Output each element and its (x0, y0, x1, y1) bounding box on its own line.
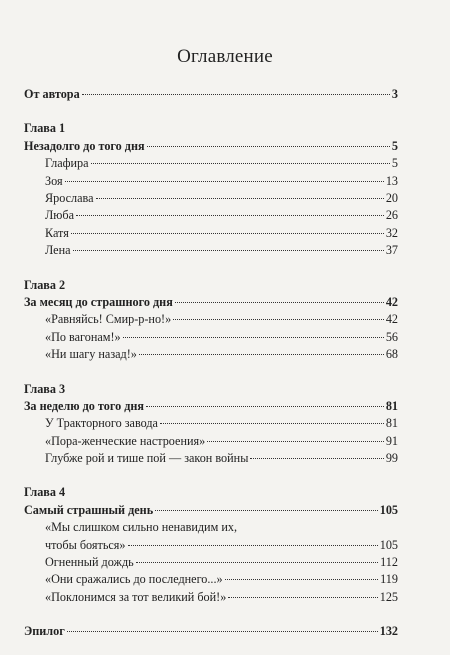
entry-label: Лена (45, 243, 71, 258)
dot-leader (225, 579, 379, 580)
entry-page: 42 (385, 294, 398, 309)
entry-label: «По вагонам!» (45, 329, 121, 344)
entry-label: «Пора-женческие настроения» (45, 433, 206, 448)
entry-page: 105 (379, 502, 398, 517)
entry-page: 3 (391, 87, 398, 101)
toc-entry[interactable] (24, 190, 398, 207)
chapter-heading-4: Глава 4 (24, 485, 66, 500)
dot-leader (91, 163, 390, 164)
toc-entry[interactable] (24, 433, 398, 450)
dot-leader (73, 250, 384, 251)
entry-label: Эпилог (24, 624, 65, 639)
toc-entry[interactable] (24, 346, 398, 363)
toc-entry[interactable] (24, 589, 398, 606)
dot-leader (160, 423, 384, 424)
entry-label: «Поклонимся за тот великий бой!» (45, 589, 227, 604)
toc-entry[interactable] (24, 311, 398, 328)
toc-entry[interactable] (24, 207, 398, 224)
entry-label: Катя (45, 225, 69, 240)
entry-page: 119 (380, 572, 398, 587)
entry-label: За неделю до того дня (24, 398, 144, 413)
entry-page: 68 (385, 347, 398, 362)
entry-page: 20 (385, 190, 398, 205)
dot-leader (207, 441, 384, 442)
entry-label-line1: «Мы слишком сильно ненавидим их, (45, 520, 238, 535)
entry-label: За месяц до страшного дня (24, 294, 173, 309)
entry-label: От автора (24, 87, 80, 101)
dot-leader (71, 233, 384, 234)
entry-page: 99 (385, 451, 398, 466)
toc-entry[interactable] (24, 329, 398, 346)
entry-page: 32 (385, 225, 398, 240)
chapter-title-3[interactable] (24, 398, 398, 415)
toc-entry[interactable] (24, 225, 398, 242)
entry-label: «Они сражались до последнего...» (45, 572, 223, 587)
entry-label: «Ни шагу назад!» (45, 347, 137, 362)
dot-leader (96, 198, 384, 199)
entry-label-line2: чтобы бояться» (45, 537, 126, 552)
entry-label: Глубже рой и тише пой — закон войны (45, 451, 249, 466)
entry-page: 81 (385, 416, 398, 431)
entry-label: «Равняйсь! Смир-р-но!» (45, 312, 172, 327)
entry-page: 42 (385, 312, 398, 327)
entry-page: 112 (380, 555, 398, 570)
dot-leader (76, 215, 384, 216)
dot-leader (128, 545, 378, 546)
entry-page: 13 (385, 173, 398, 188)
chapter-title-1[interactable] (24, 138, 398, 155)
toc-entry-author[interactable] (24, 86, 398, 103)
dot-leader (146, 406, 384, 407)
toc-entry[interactable] (24, 571, 398, 588)
entry-label: Незадолго до того дня (24, 138, 145, 153)
dot-leader (250, 458, 383, 459)
toc-entry[interactable] (24, 415, 398, 432)
entry-page: 37 (385, 243, 398, 258)
chapter-heading-1: Глава 1 (24, 121, 66, 136)
entry-label: Зоя (45, 173, 63, 188)
chapter-heading-2: Глава 2 (24, 277, 66, 292)
toc-entry[interactable] (24, 155, 398, 172)
dot-leader (147, 146, 390, 147)
entry-label: Глафира (45, 156, 89, 171)
dot-leader (136, 562, 378, 563)
dot-leader (139, 354, 384, 355)
toc-entry[interactable] (24, 173, 398, 190)
dot-leader (123, 337, 384, 338)
dot-leader (155, 510, 378, 511)
entry-page: 132 (379, 624, 398, 639)
dot-leader (175, 302, 384, 303)
toc-title: Оглавление (177, 46, 273, 67)
entry-page: 125 (379, 589, 398, 604)
dot-leader (173, 319, 384, 320)
entry-label: Огненный дождь (45, 555, 134, 570)
entry-page: 5 (391, 138, 398, 153)
chapter-title-2[interactable] (24, 294, 398, 311)
toc-entry-epilogue[interactable] (24, 623, 398, 640)
dot-leader (65, 181, 384, 182)
entry-page: 91 (385, 433, 398, 448)
toc-entry[interactable] (24, 554, 398, 571)
entry-page: 105 (379, 537, 398, 552)
dot-leader (82, 94, 390, 95)
entry-page: 81 (385, 398, 398, 413)
chapter-title-4[interactable] (24, 502, 398, 519)
entry-page: 26 (385, 208, 398, 223)
entry-label: Самый страшный день (24, 502, 154, 517)
dot-leader (67, 631, 378, 632)
toc-entry[interactable] (24, 242, 398, 259)
dot-leader (228, 597, 377, 598)
entry-label: Люба (45, 208, 74, 223)
toc-entry[interactable] (24, 450, 398, 467)
entry-page: 5 (391, 156, 398, 171)
toc-list (24, 86, 398, 641)
chapter-heading-3: Глава 3 (24, 381, 66, 396)
entry-label: У Тракторного завода (45, 416, 158, 431)
toc-entry-multiline[interactable] (24, 519, 398, 554)
entry-label: Ярослава (45, 190, 94, 205)
entry-page: 56 (385, 329, 398, 344)
